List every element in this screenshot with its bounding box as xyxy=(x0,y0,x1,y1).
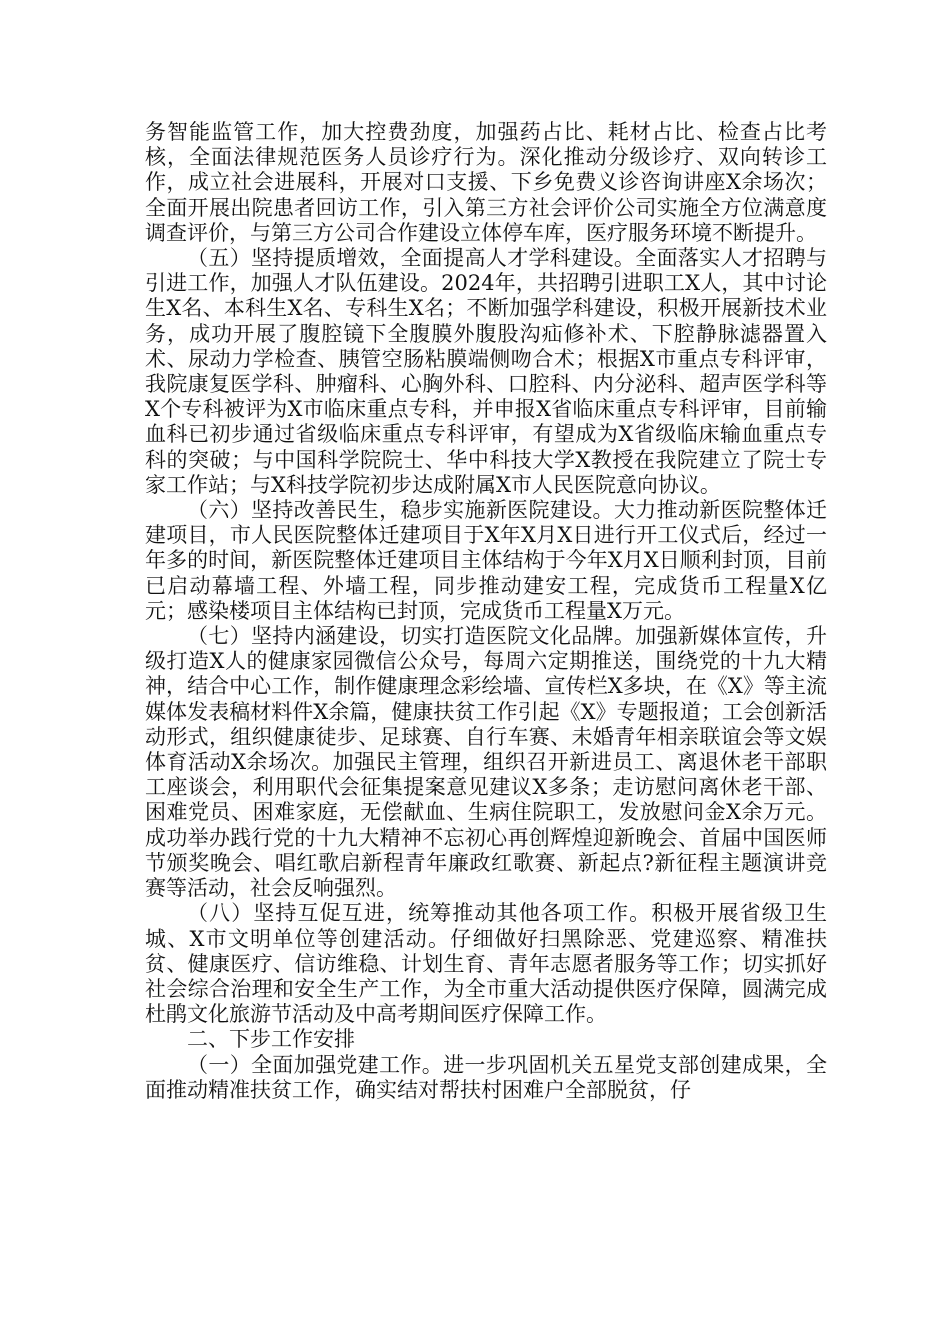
paragraph-continuation: 务智能监管工作，加大控费劲度，加强药占比、耗材占比、检查占比考核，全面法律规范医务人员诊疗行为。深化推动分级诊疗、双向转诊工作，成立社会进展科，开展对口支援、下乡免费义诊咨询讲座X余场次；全面开展出院患者回访工作，引入第三方社会评价公司实施全方位满意度调查评价，与第三方公司合作建设立体停车库，医疗服务环境不断提升。 xyxy=(145,120,827,245)
paragraph-next-step-1: （一）全面加强党建工作。进一步巩固机关五星党支部创建成果，全面推动精准扶贫工作，确实结对帮扶村困难户全部脱贫，仔 xyxy=(145,1052,827,1102)
heading-next-steps: 二、下步工作安排 xyxy=(187,1027,355,1052)
paragraph-section-8: （八）坚持互促互进，统筹推动其他各项工作。积极开展省级卫生城、X市文明单位等创建活动。仔细做好扫黑除恶、党建巡察、精准扶贫、健康医疗、信访维稳、计划生育、青年志愿者服务等工作；切实抓好社会综合治理和安全生产工作，为全市重大活动提供医疗保障，圆满完成杜鹃文化旅游节活动及中高考期间医疗保障工作。 xyxy=(145,901,827,1027)
paragraph-section-5: （五）坚持提质增效，全面提高人才学科建设。全面落实人才招聘与引进工作，加强人才队伍建设。2024年，共招聘引进职工X人，其中讨论生X名、本科生X名、专科生X名；不断加强学科建设，积极开展新技术业务，成功开展了腹腔镜下全腹膜外腹股沟疝修补术、下腔静脉滤器置入术、尿动力学检查、胰管空肠粘膜端侧吻合术；根据X市重点专科评审，我院康复医学科、肿瘤科、心胸外科、口腔科、内分泌科、超声医学科等X个专科被评为X市临床重点专科，并申报X省临床重点专科评审，目前输血科已初步通过省级临床重点专科评审，有望成为X省级临床输血重点专科的突破；与中国科学院院士、华中科技大学X教授在我院建立了院士专家工作站；与X科技学院初步达成附属X市人民医院意向协议。 xyxy=(145,246,827,497)
paragraph-section-7: （七）坚持内涵建设，切实打造医院文化品牌。加强新媒体宣传，升级打造X人的健康家园微信公众号，每周六定期推送，围绕党的十九大精神，结合中心工作，制作健康理念彩绘墙、宣传栏X多块，在《X》等主流媒体发表稿材料件X余篇，健康扶贫工作引起《X》专题报道；工会创新活动形式，组织健康徒步、足球赛、自行车赛、未婚青年相亲联谊会等文娱体育活动X余场次。加强民主管理，组织召开新进员工、离退休老干部职工座谈会，利用职代会征集提案意见建议X多条；走访慰问离休老干部、困难党员、困难家庭，无偿献血、生病住院职工，发放慰问金X余万元。成功举办践行党的十九大精神不忘初心再创辉煌迎新晚会、首届中国医师节颁奖晚会、唱红歌启新程青年廉政红歌赛、新起点?新征程主题演讲竞赛等活动，社会反响强烈。 xyxy=(145,624,827,901)
document-page xyxy=(145,120,827,1103)
paragraph-section-6: （六）坚持改善民生，稳步实施新医院建设。大力推动新医院整体迁建项目，市人民医院整体迁建项目于X年X月X日进行开工仪式后，经过一年多的时间，新医院整体迁建项目主体结构于今年X月X日顺利封顶，目前已启动幕墙工程、外墙工程，同步推动建安工程，完成货币工程量X亿元；感染楼项目主体结构已封顶，完成货币工程量X万元。 xyxy=(145,498,827,623)
